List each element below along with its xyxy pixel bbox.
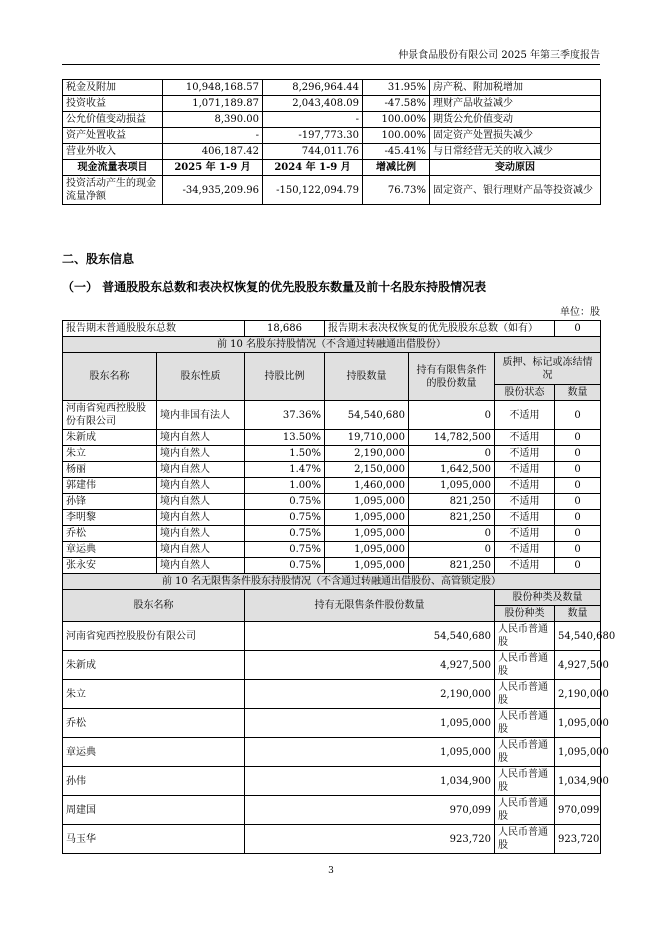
ucol-type: 股份种类 bbox=[495, 606, 555, 622]
income-current: 8,390.00 bbox=[163, 112, 263, 128]
income-change: 100.00% bbox=[363, 128, 430, 144]
shareholder-ratio: 0.75% bbox=[245, 526, 325, 542]
shareholder-restricted: 1,642,500 bbox=[409, 462, 495, 478]
shareholder-status: 不适用 bbox=[495, 446, 555, 462]
income-row bbox=[63, 112, 601, 128]
unrestricted-name: 马玉华 bbox=[63, 825, 245, 854]
shareholder-row bbox=[63, 510, 601, 526]
shareholder-restricted: 14,782,500 bbox=[409, 430, 495, 446]
shareholder-nature: 境内自然人 bbox=[157, 446, 245, 462]
ucol-type-group: 股份种类及数量 bbox=[495, 590, 601, 606]
unrestricted-row bbox=[63, 651, 601, 680]
shareholder-qty: 1,095,000 bbox=[325, 526, 409, 542]
income-reason: 与日常经营无关的收入减少 bbox=[430, 144, 601, 160]
income-change: -47.58% bbox=[363, 96, 430, 112]
cash-header-change: 增减比例 bbox=[363, 160, 430, 176]
shareholder-qty: 1,095,000 bbox=[325, 542, 409, 558]
col-pledge: 质押、标记或冻结情况 bbox=[495, 353, 601, 385]
shareholder-restricted: 1,095,000 bbox=[409, 478, 495, 494]
unrestricted-type: 人民币普通股 bbox=[495, 767, 555, 796]
unrestricted-row bbox=[63, 622, 601, 651]
income-reason: 期货公允价值变动 bbox=[430, 112, 601, 128]
unrestricted-name: 朱新成 bbox=[63, 651, 245, 680]
shareholder-table bbox=[62, 320, 616, 854]
shareholder-name: 河南省宛西控股股份有限公司 bbox=[63, 401, 157, 430]
shareholder-name: 杨丽 bbox=[63, 462, 157, 478]
unrestricted-qty: 923,720 bbox=[245, 825, 495, 854]
cash-item: 投资活动产生的现金流量净额 bbox=[63, 176, 163, 205]
shareholder-status: 不适用 bbox=[495, 430, 555, 446]
income-change: 100.00% bbox=[363, 112, 430, 128]
shareholder-restricted: 0 bbox=[409, 401, 495, 430]
shareholder-status: 不适用 bbox=[495, 494, 555, 510]
shareholder-name: 张永安 bbox=[63, 558, 157, 574]
ucol-name: 股东名称 bbox=[63, 590, 245, 622]
shareholder-count: 0 bbox=[555, 478, 601, 494]
unrestricted-qty: 1,095,000 bbox=[245, 738, 495, 767]
unrestricted-name: 孙伟 bbox=[63, 767, 245, 796]
unrestricted-type: 人民币普通股 bbox=[495, 796, 555, 825]
shareholder-nature: 境内自然人 bbox=[157, 542, 245, 558]
shareholder-nature: 境内自然人 bbox=[157, 462, 245, 478]
unrestricted-qty: 2,190,000 bbox=[245, 680, 495, 709]
shareholder-name: 乔松 bbox=[63, 526, 157, 542]
income-current: 406,187.42 bbox=[163, 144, 263, 160]
unrestricted-count: 2,190,000 bbox=[555, 680, 601, 709]
cash-header-item: 现金流量表项目 bbox=[63, 160, 163, 176]
pref-shareholders-label: 报告期末表决权恢复的优先股股东总数（如有） bbox=[325, 321, 555, 337]
shareholder-ratio: 0.75% bbox=[245, 542, 325, 558]
cash-flow-header-row bbox=[63, 160, 601, 176]
unrestricted-qty: 1,034,900 bbox=[245, 767, 495, 796]
unrestricted-row bbox=[63, 738, 601, 767]
shareholder-status: 不适用 bbox=[495, 526, 555, 542]
shareholder-row bbox=[63, 401, 601, 430]
shareholder-nature: 境内自然人 bbox=[157, 526, 245, 542]
shareholder-ratio: 37.36% bbox=[245, 401, 325, 430]
shareholder-count: 0 bbox=[555, 494, 601, 510]
shareholder-row bbox=[63, 526, 601, 542]
shareholder-row bbox=[63, 558, 601, 574]
income-previous: - bbox=[263, 112, 363, 128]
unrestricted-count: 4,927,500 bbox=[555, 651, 601, 680]
unrestricted-count: 54,540,680 bbox=[555, 622, 601, 651]
shareholder-qty: 19,710,000 bbox=[325, 430, 409, 446]
shareholder-name: 章运典 bbox=[63, 542, 157, 558]
shareholder-restricted: 0 bbox=[409, 526, 495, 542]
shareholder-row bbox=[63, 446, 601, 462]
shareholder-status: 不适用 bbox=[495, 558, 555, 574]
income-item: 投资收益 bbox=[63, 96, 163, 112]
section-subtitle: （一） 普通股股东总数和表决权恢复的优先股股东数量及前十名股东持股情况表 bbox=[62, 280, 487, 294]
shareholder-nature: 境内自然人 bbox=[157, 430, 245, 446]
unrestricted-row bbox=[63, 709, 601, 738]
shareholder-status: 不适用 bbox=[495, 401, 555, 430]
shareholder-ratio: 1.50% bbox=[245, 446, 325, 462]
page-header bbox=[62, 44, 600, 65]
unrestricted-type: 人民币普通股 bbox=[495, 651, 555, 680]
unrestricted-type: 人民币普通股 bbox=[495, 825, 555, 854]
income-row bbox=[63, 144, 601, 160]
unrestricted-row bbox=[63, 796, 601, 825]
income-change-table bbox=[62, 79, 601, 205]
shareholder-restricted: 0 bbox=[409, 446, 495, 462]
shareholder-status: 不适用 bbox=[495, 542, 555, 558]
col-restricted: 持有有限售条件的股份数量 bbox=[409, 353, 495, 401]
unrestricted-name: 乔松 bbox=[63, 709, 245, 738]
shareholder-count: 0 bbox=[555, 446, 601, 462]
shareholder-qty: 2,150,000 bbox=[325, 462, 409, 478]
page-number: 3 bbox=[328, 866, 334, 876]
shareholder-name: 孙锋 bbox=[63, 494, 157, 510]
cash-current: -34,935,209.96 bbox=[163, 176, 263, 205]
income-item: 公允价值变动损益 bbox=[63, 112, 163, 128]
total-shareholders-row bbox=[63, 321, 601, 337]
pref-shareholders-value: 0 bbox=[555, 321, 601, 337]
unrestricted-count: 970,099 bbox=[555, 796, 601, 825]
shareholder-ratio: 0.75% bbox=[245, 510, 325, 526]
income-item: 营业外收入 bbox=[63, 144, 163, 160]
col-status: 股份状态 bbox=[495, 385, 555, 401]
unrestricted-count: 1,034,900 bbox=[555, 767, 601, 796]
shareholder-count: 0 bbox=[555, 510, 601, 526]
unit-label: 单位：股 bbox=[560, 307, 600, 318]
unrestricted-type: 人民币普通股 bbox=[495, 622, 555, 651]
shareholder-nature: 境内自然人 bbox=[157, 510, 245, 526]
income-row bbox=[63, 96, 601, 112]
shareholder-nature: 境内非国有法人 bbox=[157, 401, 245, 430]
income-current: 10,948,168.57 bbox=[163, 80, 263, 96]
top10-title: 前 10 名股东持股情况（不含通过转融通出借股份） bbox=[63, 337, 601, 353]
unrestricted-qty: 54,540,680 bbox=[245, 622, 495, 651]
section-title: 二、股东信息 bbox=[62, 252, 135, 266]
shareholder-name: 郭建伟 bbox=[63, 478, 157, 494]
income-reason: 房产税、附加税增加 bbox=[430, 80, 601, 96]
unrestricted-count: 1,095,000 bbox=[555, 738, 601, 767]
shareholder-ratio: 1.00% bbox=[245, 478, 325, 494]
shareholder-qty: 1,095,000 bbox=[325, 558, 409, 574]
unrestricted-qty: 1,095,000 bbox=[245, 709, 495, 738]
shareholder-restricted: 821,250 bbox=[409, 494, 495, 510]
shareholder-restricted: 0 bbox=[409, 542, 495, 558]
shareholder-row bbox=[63, 430, 601, 446]
col-name: 股东名称 bbox=[63, 353, 157, 401]
cash-header-current: 2025 年 1-9 月 bbox=[163, 160, 263, 176]
unrestricted-count: 1,095,000 bbox=[555, 709, 601, 738]
unrestricted-type: 人民币普通股 bbox=[495, 738, 555, 767]
income-item: 资产处置收益 bbox=[63, 128, 163, 144]
income-row bbox=[63, 128, 601, 144]
shareholder-ratio: 0.75% bbox=[245, 494, 325, 510]
unrestricted-name: 河南省宛西控股股份有限公司 bbox=[63, 622, 245, 651]
ucol-qty: 持有无限售条件股份数量 bbox=[245, 590, 495, 622]
shareholder-count: 0 bbox=[555, 462, 601, 478]
total-shareholders-label: 报告期末普通股股东总数 bbox=[63, 321, 245, 337]
shareholder-restricted: 821,250 bbox=[409, 558, 495, 574]
shareholder-nature: 境内自然人 bbox=[157, 558, 245, 574]
top10-header-row bbox=[63, 353, 601, 385]
income-current: 1,071,189.87 bbox=[163, 96, 263, 112]
shareholder-count: 0 bbox=[555, 526, 601, 542]
shareholder-count: 0 bbox=[555, 542, 601, 558]
shareholder-qty: 54,540,680 bbox=[325, 401, 409, 430]
cash-flow-row bbox=[63, 176, 601, 205]
unrestricted-qty: 970,099 bbox=[245, 796, 495, 825]
shareholder-row bbox=[63, 478, 601, 494]
shareholder-qty: 1,095,000 bbox=[325, 510, 409, 526]
shareholder-status: 不适用 bbox=[495, 510, 555, 526]
shareholder-restricted: 821,250 bbox=[409, 510, 495, 526]
income-reason: 理财产品收益减少 bbox=[430, 96, 601, 112]
unrestricted-row bbox=[63, 767, 601, 796]
shareholder-name: 朱新成 bbox=[63, 430, 157, 446]
unrestricted-type: 人民币普通股 bbox=[495, 680, 555, 709]
col-qty: 持股数量 bbox=[325, 353, 409, 401]
shareholder-status: 不适用 bbox=[495, 478, 555, 494]
cash-header-reason: 变动原因 bbox=[430, 160, 601, 176]
shareholder-qty: 2,190,000 bbox=[325, 446, 409, 462]
shareholder-count: 0 bbox=[555, 558, 601, 574]
unrestricted-name: 章运典 bbox=[63, 738, 245, 767]
unrestricted-type: 人民币普通股 bbox=[495, 709, 555, 738]
shareholder-nature: 境内自然人 bbox=[157, 478, 245, 494]
shareholder-row bbox=[63, 494, 601, 510]
income-change: 31.95% bbox=[363, 80, 430, 96]
unrestricted-title-row bbox=[63, 574, 601, 590]
unrestricted-row bbox=[63, 825, 601, 854]
shareholder-qty: 1,095,000 bbox=[325, 494, 409, 510]
shareholder-name: 李明黎 bbox=[63, 510, 157, 526]
shareholder-count: 0 bbox=[555, 401, 601, 430]
header-title: 仲景食品股份有限公司 2025 年第三季度报告 bbox=[398, 50, 600, 61]
unrestricted-name: 朱立 bbox=[63, 680, 245, 709]
unrestricted-header-row bbox=[63, 590, 601, 606]
shareholder-ratio: 1.47% bbox=[245, 462, 325, 478]
top10-title-row bbox=[63, 337, 601, 353]
cash-header-previous: 2024 年 1-9 月 bbox=[263, 160, 363, 176]
income-row bbox=[63, 80, 601, 96]
income-item: 税金及附加 bbox=[63, 80, 163, 96]
unrestricted-count: 923,720 bbox=[555, 825, 601, 854]
unrestricted-row bbox=[63, 680, 601, 709]
shareholder-nature: 境内自然人 bbox=[157, 494, 245, 510]
income-previous: -197,773.30 bbox=[263, 128, 363, 144]
col-nature: 股东性质 bbox=[157, 353, 245, 401]
cash-reason: 固定资产、银行理财产品等投资减少 bbox=[430, 176, 601, 205]
shareholder-status: 不适用 bbox=[495, 462, 555, 478]
shareholder-row bbox=[63, 542, 601, 558]
shareholder-row bbox=[63, 462, 601, 478]
income-current: - bbox=[163, 128, 263, 144]
unrestricted-qty: 4,927,500 bbox=[245, 651, 495, 680]
income-change: -45.41% bbox=[363, 144, 430, 160]
shareholder-ratio: 0.75% bbox=[245, 558, 325, 574]
cash-change: 76.73% bbox=[363, 176, 430, 205]
income-reason: 固定资产处置损失减少 bbox=[430, 128, 601, 144]
ucol-count: 数量 bbox=[555, 606, 601, 622]
col-ratio: 持股比例 bbox=[245, 353, 325, 401]
income-previous: 2,043,408.09 bbox=[263, 96, 363, 112]
unrestricted-title: 前 10 名无限售条件股东持股情况（不含通过转融通出借股份、高管锁定股） bbox=[63, 574, 601, 590]
col-count: 数量 bbox=[555, 385, 601, 401]
cash-previous: -150,122,094.79 bbox=[263, 176, 363, 205]
shareholder-qty: 1,460,000 bbox=[325, 478, 409, 494]
total-shareholders-value: 18,686 bbox=[245, 321, 325, 337]
income-previous: 744,011.76 bbox=[263, 144, 363, 160]
shareholder-ratio: 13.50% bbox=[245, 430, 325, 446]
income-previous: 8,296,964.44 bbox=[263, 80, 363, 96]
shareholder-count: 0 bbox=[555, 430, 601, 446]
unrestricted-name: 周建国 bbox=[63, 796, 245, 825]
shareholder-name: 朱立 bbox=[63, 446, 157, 462]
